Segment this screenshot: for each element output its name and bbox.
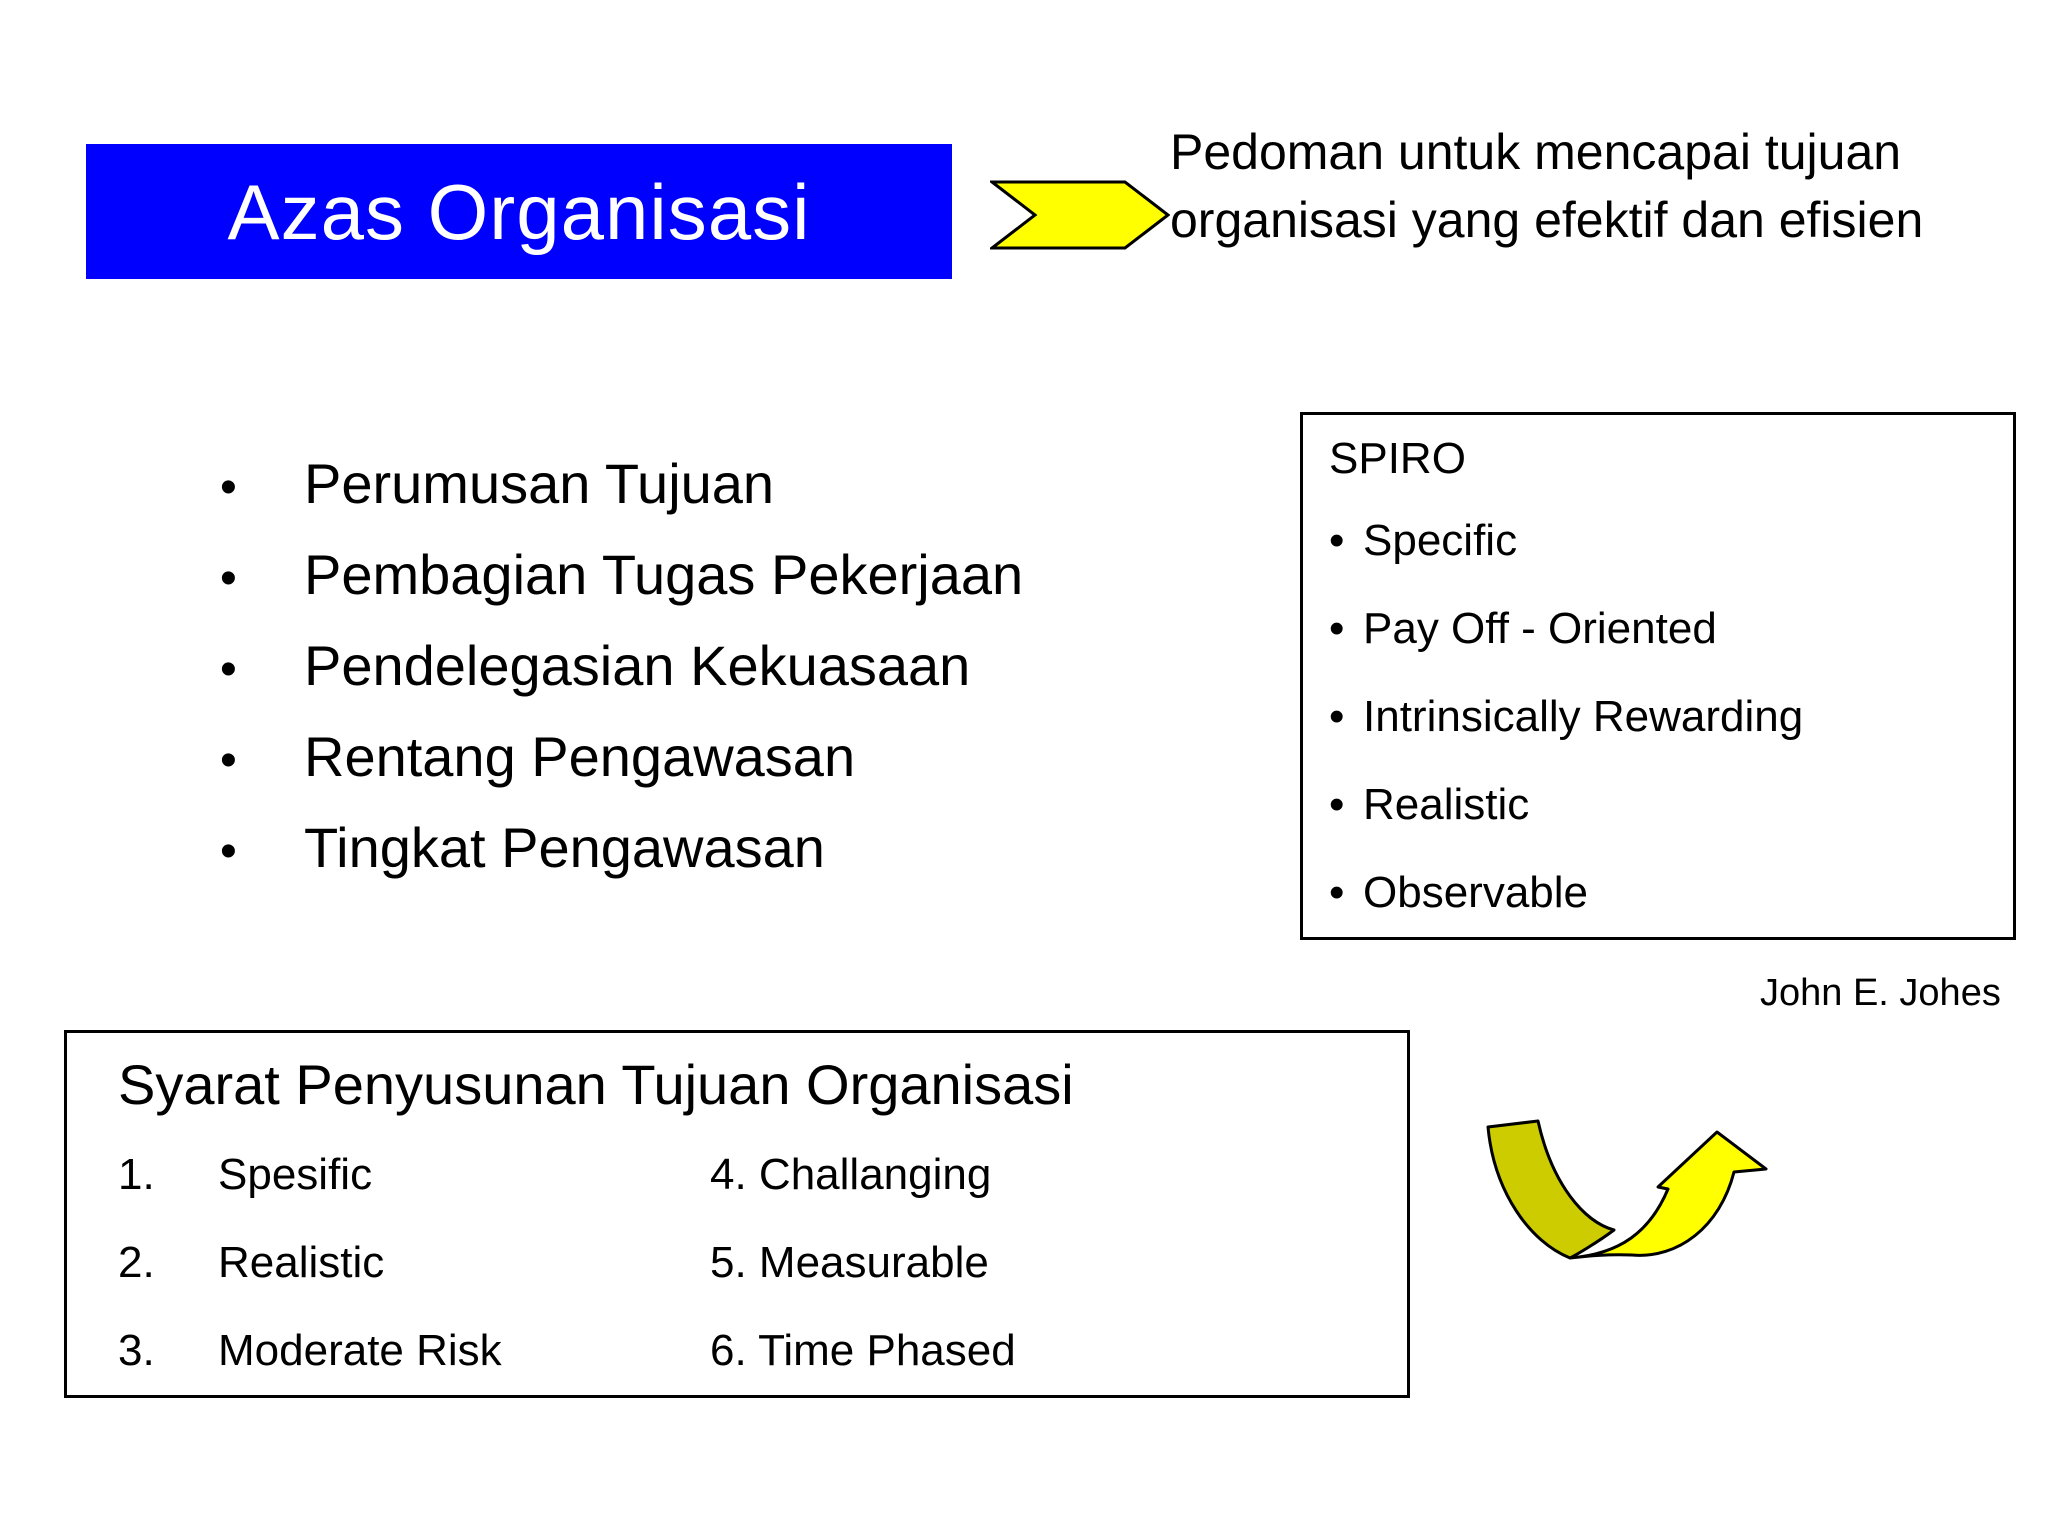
bullet-icon: • bbox=[220, 825, 237, 878]
definition-line-1: Pedoman untuk mencapai tujuan bbox=[1170, 124, 1902, 180]
principle-label: Pembagian Tugas Pekerjaan bbox=[304, 543, 1024, 606]
bullet-icon: • bbox=[1329, 692, 1345, 741]
list-item bbox=[1329, 868, 1803, 959]
list-item bbox=[1329, 604, 1803, 695]
spiro-item-label: Intrinsically Rewarding bbox=[1363, 692, 1804, 741]
principle-label: Tingkat Pengawasan bbox=[304, 816, 825, 879]
principles-list bbox=[220, 438, 1023, 893]
spiro-item-label: Specific bbox=[1363, 516, 1518, 565]
principle-label: Pendelegasian Kekuasaan bbox=[304, 634, 971, 697]
item-number: 2. bbox=[118, 1238, 155, 1287]
list-item bbox=[1329, 692, 1804, 783]
page-title: Azas Organisasi bbox=[227, 167, 811, 256]
principle-label: Perumusan Tujuan bbox=[304, 452, 775, 515]
list-item bbox=[1329, 516, 1803, 607]
bullet-icon: • bbox=[1329, 604, 1345, 653]
bullet-icon: • bbox=[220, 734, 237, 787]
list-item bbox=[118, 1150, 502, 1241]
item-label: Spesific bbox=[218, 1150, 373, 1199]
item-label: Realistic bbox=[218, 1238, 385, 1287]
bullet-icon: • bbox=[1329, 868, 1345, 917]
spiro-title: SPIRO bbox=[1329, 434, 1466, 483]
chevron-right-icon bbox=[990, 180, 1170, 250]
list-item bbox=[220, 620, 1023, 711]
item-number: 3. bbox=[118, 1326, 155, 1375]
requirements-title: Syarat Penyusunan Tujuan Organisasi bbox=[118, 1053, 1074, 1116]
spiro-item-label: Observable bbox=[1363, 868, 1589, 917]
list-item bbox=[118, 1238, 502, 1329]
item-number: 1. bbox=[118, 1150, 155, 1199]
list-item bbox=[220, 529, 1023, 620]
bullet-icon: • bbox=[1329, 516, 1345, 565]
list-item: 6. Time Phased bbox=[710, 1326, 1016, 1375]
list-item bbox=[220, 711, 1023, 802]
list-item: 5. Measurable bbox=[710, 1238, 989, 1287]
title-banner bbox=[86, 144, 952, 279]
list-item bbox=[1329, 780, 1803, 871]
principle-label: Rentang Pengawasan bbox=[304, 725, 856, 788]
list-item bbox=[220, 438, 1023, 529]
u-turn-arrow-icon bbox=[1480, 1092, 1780, 1272]
requirements-box bbox=[64, 1030, 1410, 1398]
bullet-icon: • bbox=[220, 552, 237, 605]
requirements-left-column bbox=[118, 1150, 502, 1417]
definition-line-2: organisasi yang efektif dan efisien bbox=[1170, 192, 1924, 248]
list-item: 4. Challanging bbox=[710, 1150, 992, 1199]
list-item bbox=[118, 1326, 502, 1417]
bullet-icon: • bbox=[220, 643, 237, 696]
spiro-box bbox=[1300, 412, 2016, 940]
item-label: Moderate Risk bbox=[218, 1326, 502, 1375]
author-credit: John E. Johes bbox=[1760, 972, 2001, 1014]
bullet-icon: • bbox=[1329, 780, 1345, 829]
spiro-item-label: Realistic bbox=[1363, 780, 1530, 829]
spiro-list bbox=[1329, 516, 1804, 959]
list-item bbox=[220, 802, 1023, 893]
definition-text bbox=[1170, 118, 2030, 254]
requirements-right-column bbox=[710, 1150, 1016, 1417]
spiro-item-label: Pay Off - Oriented bbox=[1363, 604, 1717, 653]
bullet-icon: • bbox=[220, 461, 237, 514]
